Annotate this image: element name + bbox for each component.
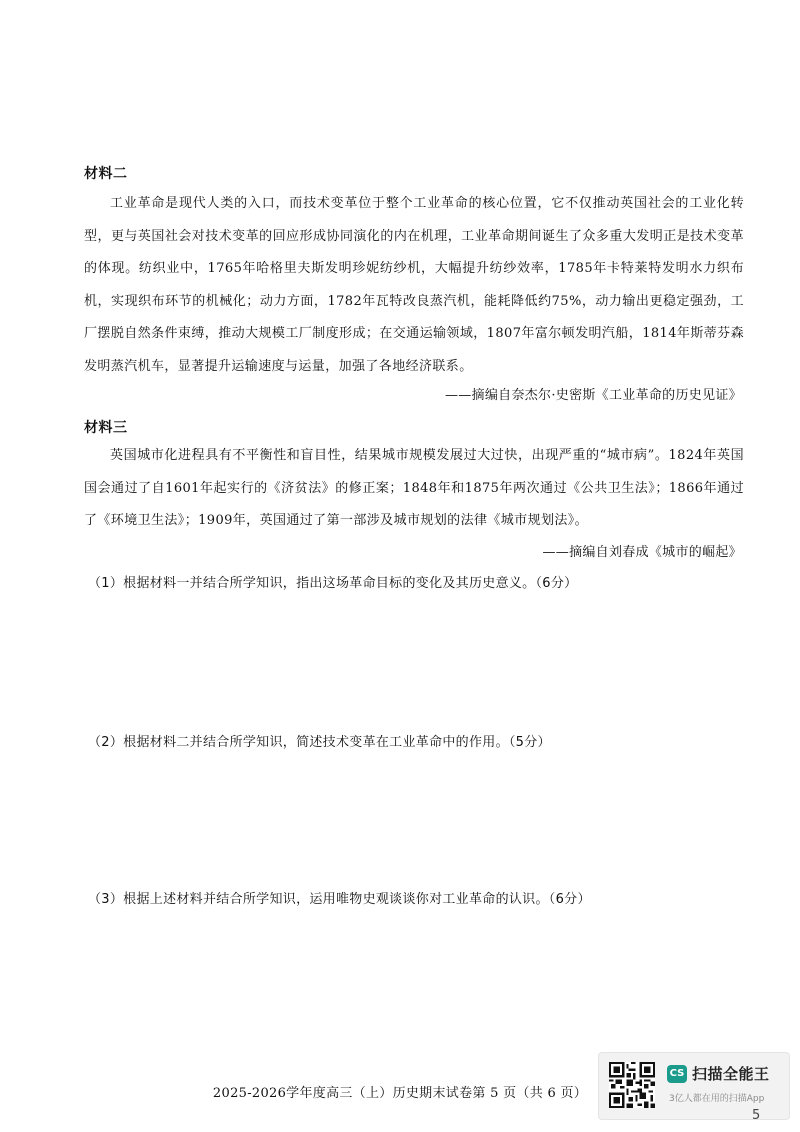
question-1: （1）根据材料一并结合所学知识，指出这场革命目标的变化及其历史意义。（6分） [88,576,578,591]
qr-code-icon [609,1062,655,1108]
camscanner-brand: 扫描全能王 [692,1065,770,1083]
camscanner-tagline: 3亿人都在用的扫描App [669,1094,765,1104]
material3-heading: 材料三 [84,420,128,436]
camscanner-logo-icon: CS [667,1065,687,1083]
question-2: （2）根据材料二并结合所学知识，简述技术变革在工业革命中的作用。（5分） [88,735,551,750]
camscanner-watermark [598,1052,790,1120]
page-footer: 2025-2026学年度高三（上）历史期末试卷第 5 页（共 6 页） [212,1086,588,1101]
material3-text: 英国城市化进程具有不平衡性和盲目性，结果城市规模发展过大过快，出现严重的“城市病”。1824年英国国会通过了自1601年起实行的《济贫法》的修正案；1848年和1875年两次通过《公共卫生法》；1866年通过了《环境卫生法》；1909年，英国通过了第一部涉及城市规划的法律《城市规划法》。 [84,448,744,528]
material2-source: ——摘编自奈杰尔·史密斯《工业革命的历史见证》 [444,388,742,403]
material2-text: 工业革命是现代人类的入口，而技术变革位于整个工业革命的核心位置，它不仅推动英国社会的工业化转型，更与英国社会对技术变革的回应形成协同演化的内在机理，工业革命期间诞生了众多重大发明正是技术变革的体现。纺织业中，1765年哈格里夫斯发明珍妮纺纱机，大幅提升纺纱效率，1785年卡特莱特发明水力织布机，实现织布环节的机械化；动力方面，1782年瓦特改良蒸汽机，能耗降低约75%，动力输出更稳定强劲，工厂摆脱自然条件束缚，推动大规模工厂制度形成；在交通运输领域，1807年富尔顿发明汽船，1814年斯蒂芬森发明蒸汽机车，显著提升运输速度与运量，加强了各地经济联系。 [84,196,744,374]
material2-heading: 材料二 [84,166,128,182]
question-3: （3）根据上述材料并结合所学知识，运用唯物史观谈谈你对工业革命的认识。（6分） [88,892,591,907]
material3-source: ——摘编自刘春成《城市的崛起》 [542,545,742,560]
page-number: 5 [752,1108,761,1123]
